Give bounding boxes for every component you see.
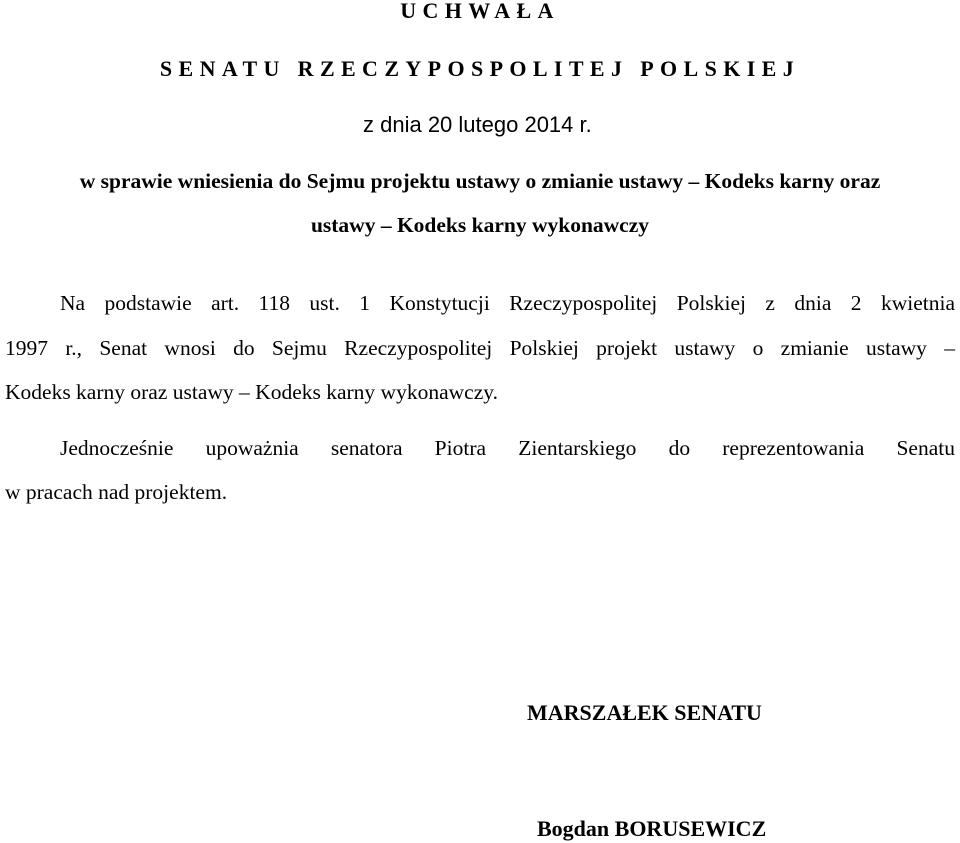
- paragraph-1-line-2: 1997 r., Senat wnosi do Sejmu Rzeczypospolitej Polskiej projekt ustawy o zmianie ustawy –: [5, 336, 955, 360]
- subject-line-2: ustawy – Kodeks karny wykonawczy: [310, 213, 650, 237]
- signatory-title: MARSZAŁEK SENATU: [527, 700, 762, 725]
- paragraph-1-line-1: Na podstawie art. 118 ust. 1 Konstytucji Rzeczypospolitej Polskiej z dnia 2 kwietnia: [60, 291, 955, 315]
- paragraph-2-line-2: w pracach nad projektem.: [5, 480, 228, 504]
- subject-line-1: w sprawie wniesienia do Sejmu projektu ustawy o zmianie ustawy – Kodeks karny oraz: [79, 169, 881, 193]
- paragraph-2-line-1: Jednocześnie upoważnia senatora Piotra Zientarskiego do reprezentowania Senatu: [60, 436, 955, 460]
- issuing-body: SENATU RZECZYPOSPOLITEJ POLSKIEJ: [159, 56, 801, 81]
- signatory-name: Bogdan BORUSEWICZ: [537, 816, 767, 841]
- document-title: UCHWAŁA: [400, 0, 560, 23]
- paragraph-1-line-3: Kodeks karny oraz ustawy – Kodeks karny wykonawczy.: [5, 380, 498, 404]
- document-date: z dnia 20 lutego 2014 r.: [363, 112, 592, 137]
